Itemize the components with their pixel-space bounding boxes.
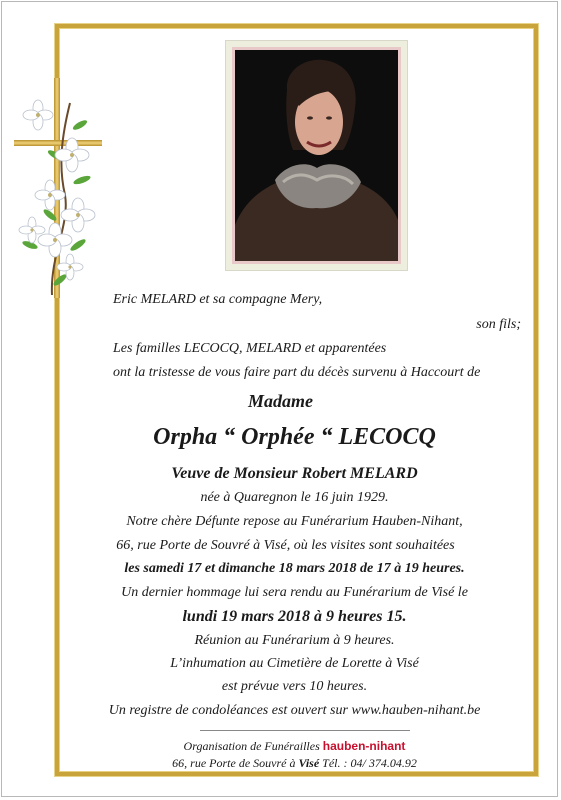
footer-address bbox=[0, 756, 561, 771]
ceremony-line-2: lundi 19 mars 2018 à 9 heures 15. bbox=[182, 608, 407, 625]
footer-divider bbox=[200, 730, 410, 731]
family-line-2: son fils; bbox=[476, 317, 521, 332]
footer-address-street: 66, rue Porte de Souvré à bbox=[172, 756, 296, 770]
footer-org-prefix: Organisation de Funérailles bbox=[183, 739, 320, 753]
family-line-3: Les familles LECOCQ, MELARD et apparentées bbox=[113, 341, 387, 356]
ceremony-line-6: Un registre de condoléances est ouvert sur www.hauben-nihant.be bbox=[108, 703, 481, 718]
portrait-frame bbox=[225, 40, 408, 271]
visits-line-1: Notre chère Défunte repose au Funérarium Hauben-Nihant, bbox=[126, 514, 463, 529]
deceased-title: Madame bbox=[248, 391, 313, 411]
brand-logo-text: hauben-nihant bbox=[322, 739, 406, 753]
deceased-name: Orpha “ Orphée “ LECOCQ bbox=[153, 424, 436, 450]
footer-address-city: Visé bbox=[298, 756, 320, 770]
deceased-widow: Veuve de Monsieur Robert MELARD bbox=[171, 465, 418, 482]
ceremony-line-3: Réunion au Funérarium à 9 heures. bbox=[194, 633, 395, 648]
footer-org bbox=[0, 739, 561, 754]
footer-tel: Tél. : 04/ 374.04.92 bbox=[322, 756, 417, 770]
portrait-photo bbox=[235, 50, 398, 261]
white-flowers-icon bbox=[10, 95, 110, 300]
family-line-1: Eric MELARD et sa compagne Mery, bbox=[113, 292, 323, 307]
visits-line-3: les samedi 17 et dimanche 18 mars 2018 de 17 à 19 heures. bbox=[124, 561, 465, 576]
visits-line-2: 66, rue Porte de Souvré à Visé, où les visites sont souhaitées bbox=[116, 538, 455, 553]
family-line-4: ont la tristesse de vous faire part du décès survenu à Haccourt de bbox=[113, 365, 481, 380]
ceremony-line-4: L’inhumation au Cimetière de Lorette à Visé bbox=[170, 656, 419, 671]
ceremony-line-1: Un dernier hommage lui sera rendu au Funérarium de Visé le bbox=[121, 585, 468, 600]
ceremony-line-5: est prévue vers 10 heures. bbox=[221, 679, 368, 694]
deceased-born: née à Quaregnon le 16 juin 1929. bbox=[200, 490, 389, 505]
